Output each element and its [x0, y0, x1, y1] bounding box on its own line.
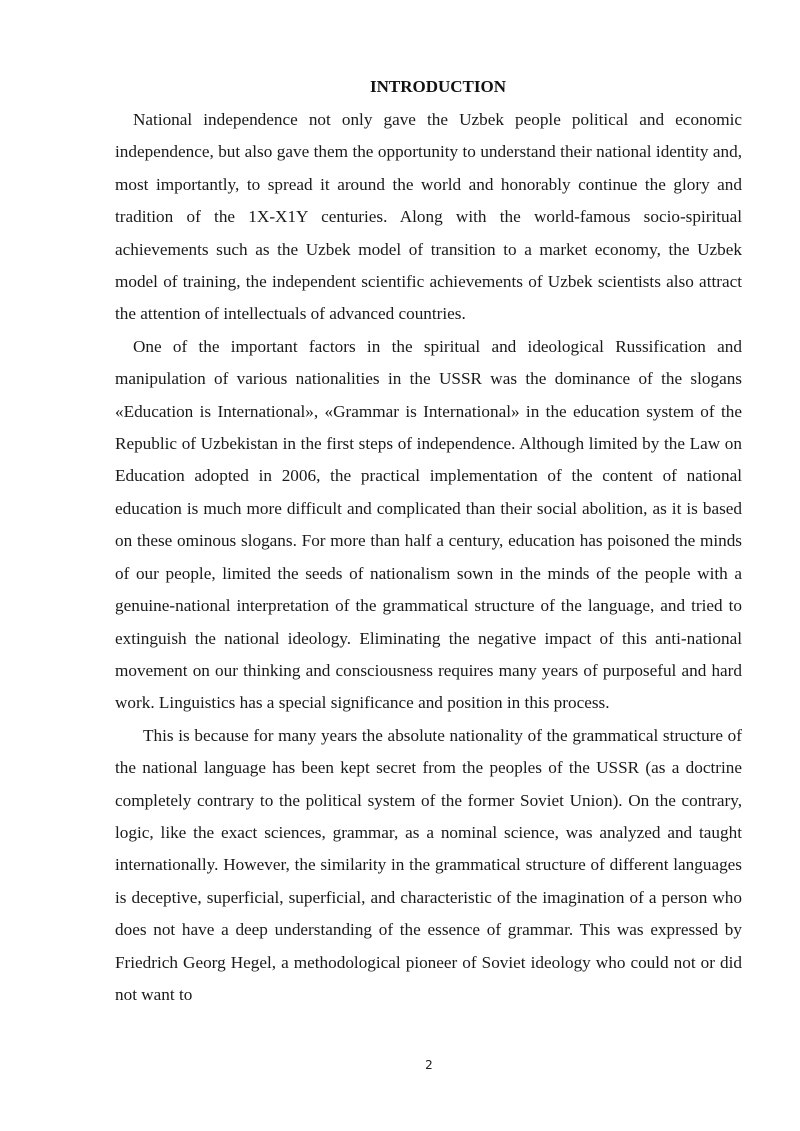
paragraph-3: This is because for many years the absolute nationality of the grammatical structure of the national language has been kept secret from the peoples of the USSR (as a doctrine completely contrary to the political system of the former Soviet Union). On the contrary, logic, like the exact sciences, grammar, as a nominal science, was analyzed and taught internationally. However, the similarity in the grammatical structure of different languages is deceptive, superficial, superficial, and characteristic of the imagination of a person who does not have a deep understanding of the essence of grammar. This was expressed by Friedrich Georg Hegel, a methodological pioneer of Soviet ideology who could not or did not want to [115, 725, 742, 1004]
paragraph-1: National independence not only gave the Uzbek people political and economic independence, but also gave them the opportunity to understand their national identity and, most importantly, to spread it around the world and honorably continue the glory and tradition of the 1X-X1Y centuries. Along with the world-famous socio-spiritual achievements such as the Uzbek model of transition to a market economy, the Uzbek model of training, the independent scientific achievements of Uzbek scientists also attract the attention of intellectuals of advanced countries. [115, 110, 742, 324]
page-title: INTRODUCTION [369, 77, 507, 96]
page-number: 2 [425, 1058, 433, 1072]
paragraph-2: One of the important factors in the spiritual and ideological Russification and manipulation of various nationalities in the USSR was the dominance of the slogans «Education is International», «Grammar is International» in the education system of the Republic of Uzbekistan in the first steps of independence. Although limited by the Law on Education adopted in 2006, the practical implementation of the content of national education is much more difficult and complicated than their social abolition, as it is based on these ominous slogans. For more than half a century, education has poisoned the minds of our people, limited the seeds of nationalism sown in the minds of the people with a genuine-national interpretation of the grammatical structure of the language, and tried to extinguish the national ideology. Eliminating the negative impact of this anti-national movement on our thinking and consciousness requires many years of purposeful and hard work. Linguistics has a special significance and position in this process. [115, 336, 742, 713]
document-body [115, 104, 742, 1011]
